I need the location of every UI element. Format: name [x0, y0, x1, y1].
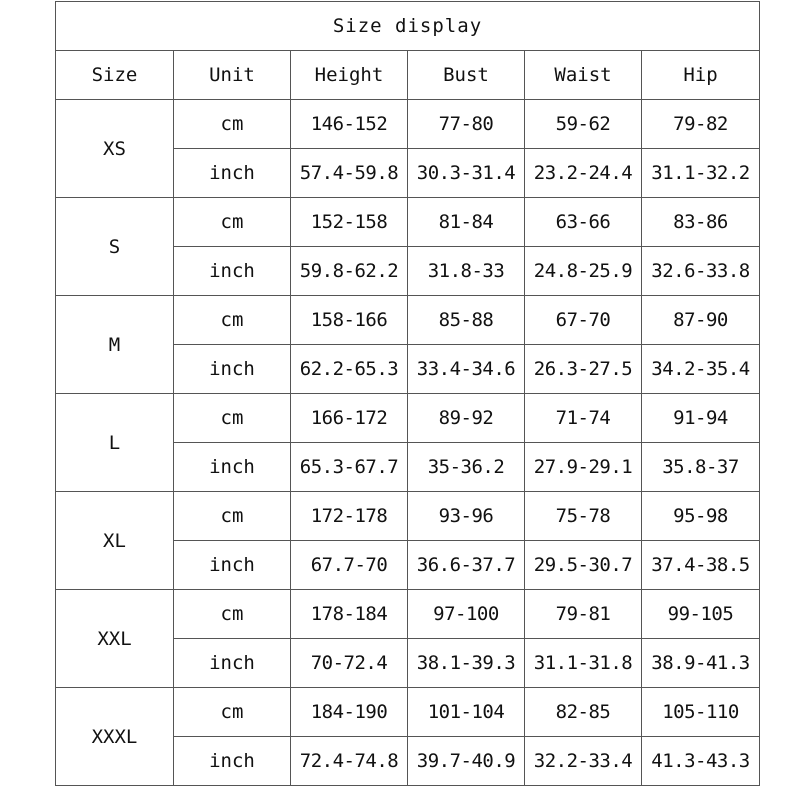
unit-cell: inch [174, 149, 291, 198]
height-cell: 67.7-70 [291, 541, 408, 590]
waist-cell: 63-66 [525, 198, 642, 247]
table-row [56, 296, 760, 345]
height-cell: 166-172 [291, 394, 408, 443]
table-row [56, 100, 760, 149]
table-row [56, 492, 760, 541]
waist-cell: 23.2-24.4 [525, 149, 642, 198]
height-cell: 57.4-59.8 [291, 149, 408, 198]
unit-cell: cm [174, 198, 291, 247]
header-row [56, 51, 760, 100]
bust-cell: 97-100 [408, 590, 525, 639]
waist-cell: 26.3-27.5 [525, 345, 642, 394]
waist-cell: 29.5-30.7 [525, 541, 642, 590]
unit-cell: cm [174, 394, 291, 443]
table-row [56, 198, 760, 247]
bust-cell: 81-84 [408, 198, 525, 247]
size-label-cell: L [56, 394, 174, 492]
bust-cell: 35-36.2 [408, 443, 525, 492]
table-title: Size display [56, 2, 760, 51]
size-label-cell: XXL [56, 590, 174, 688]
unit-cell: cm [174, 590, 291, 639]
size-chart-table [55, 1, 760, 786]
waist-cell: 32.2-33.4 [525, 737, 642, 786]
unit-cell: inch [174, 443, 291, 492]
height-cell: 59.8-62.2 [291, 247, 408, 296]
height-cell: 146-152 [291, 100, 408, 149]
waist-cell: 79-81 [525, 590, 642, 639]
table-body [56, 100, 760, 786]
hip-cell: 38.9-41.3 [642, 639, 760, 688]
size-label-cell: XL [56, 492, 174, 590]
size-label-cell: XXXL [56, 688, 174, 786]
hip-cell: 83-86 [642, 198, 760, 247]
header-bust: Bust [408, 51, 525, 100]
header-hip: Hip [642, 51, 760, 100]
waist-cell: 71-74 [525, 394, 642, 443]
header-unit: Unit [174, 51, 291, 100]
header-size: Size [56, 51, 174, 100]
bust-cell: 77-80 [408, 100, 525, 149]
table-row [56, 590, 760, 639]
title-row [56, 2, 760, 51]
hip-cell: 35.8-37 [642, 443, 760, 492]
height-cell: 172-178 [291, 492, 408, 541]
unit-cell: inch [174, 737, 291, 786]
bust-cell: 30.3-31.4 [408, 149, 525, 198]
waist-cell: 82-85 [525, 688, 642, 737]
waist-cell: 59-62 [525, 100, 642, 149]
height-cell: 70-72.4 [291, 639, 408, 688]
unit-cell: cm [174, 492, 291, 541]
height-cell: 158-166 [291, 296, 408, 345]
height-cell: 184-190 [291, 688, 408, 737]
height-cell: 62.2-65.3 [291, 345, 408, 394]
hip-cell: 99-105 [642, 590, 760, 639]
hip-cell: 41.3-43.3 [642, 737, 760, 786]
height-cell: 178-184 [291, 590, 408, 639]
height-cell: 65.3-67.7 [291, 443, 408, 492]
unit-cell: cm [174, 296, 291, 345]
header-height: Height [291, 51, 408, 100]
bust-cell: 36.6-37.7 [408, 541, 525, 590]
unit-cell: inch [174, 247, 291, 296]
hip-cell: 105-110 [642, 688, 760, 737]
unit-cell: cm [174, 100, 291, 149]
waist-cell: 31.1-31.8 [525, 639, 642, 688]
hip-cell: 95-98 [642, 492, 760, 541]
size-label-cell: S [56, 198, 174, 296]
bust-cell: 89-92 [408, 394, 525, 443]
bust-cell: 39.7-40.9 [408, 737, 525, 786]
header-waist: Waist [525, 51, 642, 100]
hip-cell: 31.1-32.2 [642, 149, 760, 198]
unit-cell: inch [174, 541, 291, 590]
waist-cell: 67-70 [525, 296, 642, 345]
hip-cell: 34.2-35.4 [642, 345, 760, 394]
size-label-cell: M [56, 296, 174, 394]
bust-cell: 33.4-34.6 [408, 345, 525, 394]
hip-cell: 91-94 [642, 394, 760, 443]
waist-cell: 27.9-29.1 [525, 443, 642, 492]
height-cell: 72.4-74.8 [291, 737, 408, 786]
table-row [56, 394, 760, 443]
bust-cell: 93-96 [408, 492, 525, 541]
unit-cell: inch [174, 345, 291, 394]
hip-cell: 79-82 [642, 100, 760, 149]
hip-cell: 32.6-33.8 [642, 247, 760, 296]
size-label-cell: XS [56, 100, 174, 198]
bust-cell: 31.8-33 [408, 247, 525, 296]
height-cell: 152-158 [291, 198, 408, 247]
hip-cell: 87-90 [642, 296, 760, 345]
unit-cell: inch [174, 639, 291, 688]
waist-cell: 24.8-25.9 [525, 247, 642, 296]
bust-cell: 85-88 [408, 296, 525, 345]
table-row [56, 688, 760, 737]
hip-cell: 37.4-38.5 [642, 541, 760, 590]
bust-cell: 101-104 [408, 688, 525, 737]
unit-cell: cm [174, 688, 291, 737]
bust-cell: 38.1-39.3 [408, 639, 525, 688]
waist-cell: 75-78 [525, 492, 642, 541]
